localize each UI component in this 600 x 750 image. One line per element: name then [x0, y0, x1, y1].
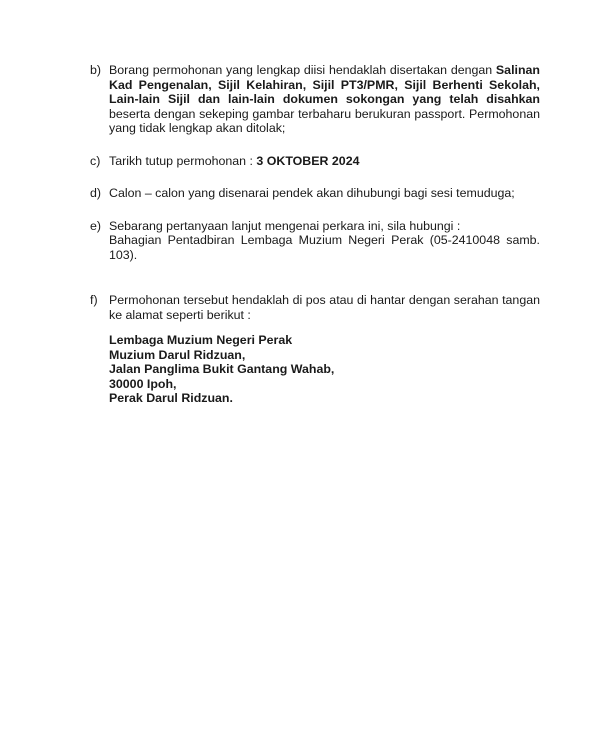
- item-label: f): [90, 293, 98, 307]
- item-label: e): [90, 218, 102, 233]
- text-line: Permohonan tersebut hendaklah di pos atau di hantar dengan serahan tangan: [109, 293, 540, 307]
- address-line: 30000 Ipoh,: [109, 376, 177, 391]
- closing-date: 3 OKTOBER 2024: [256, 153, 360, 168]
- bold-text: Kad Pengenalan, Sijil Kelahiran, Sijil PT3/PMR, Sijil Berhenti Sekolah,: [109, 77, 540, 92]
- address-line: Lembaga Muzium Negeri Perak: [109, 333, 293, 347]
- item-d: [90, 186, 540, 201]
- address-line: Perak Darul Ridzuan.: [109, 391, 233, 405]
- item-c: [90, 154, 540, 169]
- bold-text: Salinan: [495, 63, 540, 77]
- text-line: [109, 154, 540, 169]
- document-body: [0, 0, 540, 406]
- address-line: Jalan Panglima Bukit Gantang Wahab,: [109, 362, 335, 376]
- address-block: [109, 333, 540, 406]
- text: Borang permohonan yang lengkap diisi hendaklah disertakan dengan: [109, 63, 496, 77]
- text-line: beserta dengan sekeping gambar terbaharu berukuran passport. Permohonan: [109, 106, 540, 121]
- item-label: c): [90, 153, 101, 168]
- text: Tarikh tutup permohonan :: [109, 153, 257, 168]
- text-line: Bahagian Pentadbiran Lembaga Muzium Negeri Perak (05-2410048 samb.: [109, 233, 540, 247]
- item-f: [90, 293, 540, 406]
- text-line: [109, 63, 540, 78]
- item-label: d): [90, 186, 102, 200]
- item-label: b): [90, 63, 102, 77]
- text-line: [109, 78, 540, 93]
- text-line: 103).: [109, 247, 138, 262]
- address-line: Muzium Darul Ridzuan,: [109, 347, 246, 362]
- text-line: [109, 92, 540, 107]
- bold-text: Lain-lain Sijil dan lain-lain dokumen sokongan yang telah disahkan: [109, 92, 540, 106]
- text-line: ke alamat seperti berikut :: [109, 307, 251, 322]
- item-b: [90, 63, 540, 136]
- item-e: [90, 219, 540, 263]
- text-line: yang tidak lengkap akan ditolak;: [109, 121, 286, 135]
- text-line: Calon – calon yang disenarai pendek akan dihubungi bagi sesi temuduga;: [109, 186, 515, 200]
- text-line: Sebarang pertanyaan lanjut mengenai perkara ini, sila hubungi :: [109, 218, 461, 233]
